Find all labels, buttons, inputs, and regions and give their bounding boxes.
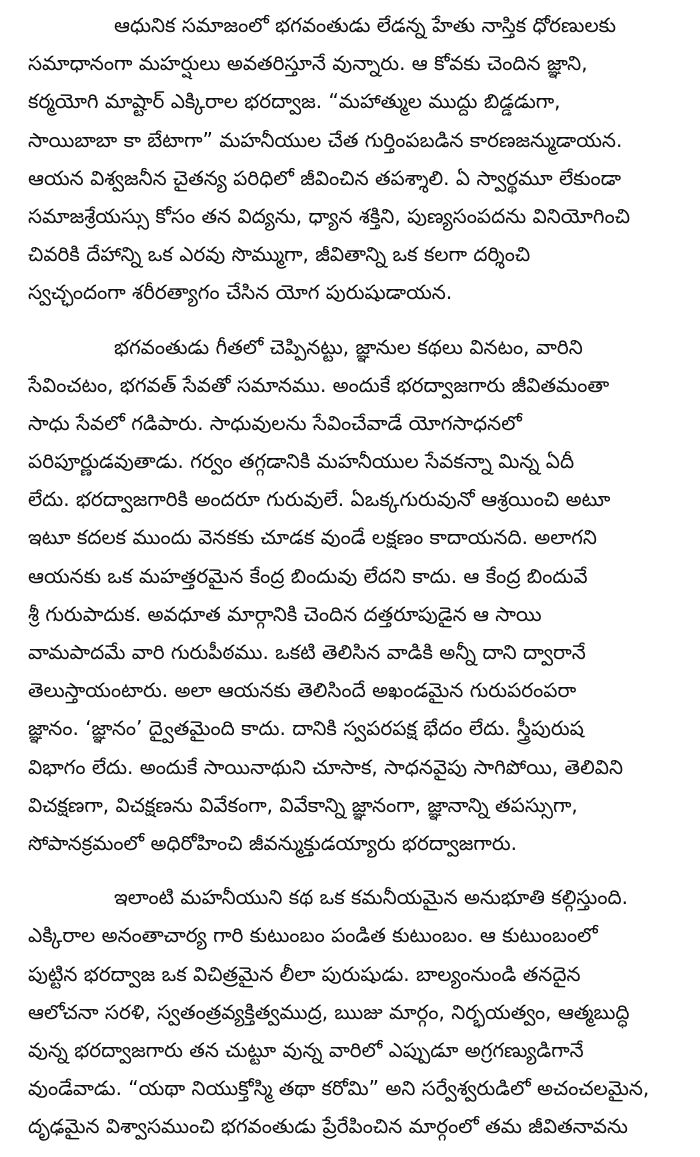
text-line: వుండేవాడు. “యథా నియుక్తోస్మి తథా కరోమి” అని సర్వేశ్వరుడిలో అచంచలమైన, [28,1076,650,1101]
paragraph-spacer [28,862,676,878]
text-line: స్వచ్ఛందంగా శరీరత్యాగం చేసిన యోగ పురుషుడాయన. [28,280,453,305]
text-line: వున్న భరద్వాజగారు తన చుట్టూ వున్న వారిలో ఎప్పుడూ అగ్రగణ్యుడిగానే [28,1037,584,1062]
text-line: ఆలోచనా సరళి, స్వతంత్రవ్యక్తిత్వముద్ర, ఋజు మార్గం, నిర్భయత్వం, ఆత్మబుద్ధి [28,999,630,1024]
text-line: తెలుస్తాయంటారు. అలా ఆయనకు తెలిసిందే అఖండమైన గురుపరంపరా [28,678,577,703]
text-line: శ్రీ గురుపాదుక. అవధూత మార్గానికి చెందిన దత్తరూపుడైన ఆ సాయి [28,601,542,626]
paragraph-2 [28,328,676,863]
text-line: ఆధునిక సమాజంలో భగవంతుడు లేడన్న హేతు నాస్తిక ధోరణులకు [114,13,617,37]
text-line: సాయిబాబా కా బేటాగా” మహనీయుల చేత గుర్తింపబడిన కారణజన్ముడాయన. [28,127,623,152]
document-page [28,0,676,1157]
text-line: ఇటూ కదలక ముందు వెనకకు చూడక వుండే లక్షణం కాదాయనది. అలాగని [28,525,597,550]
text-line: ఎక్కిరాల అనంతాచార్య గారి కుటుంబం పండిత కుటుంబం. ఆ కుటుంబంలో [28,923,598,948]
paragraph-3 [28,878,676,1145]
text-line: విభాగం లేదు. అందుకే సాయినాథుని చూసాక, సాధనవైపు సాగిపోయి, తెలివిని [28,754,624,779]
text-line: ఆయన విశ్వజనీన చైతన్య పరిధిలో జీవించిన తపశ్శాలి. ఏ స్వార్థమూ లేకుండా [28,165,622,190]
text-line: చివరికి దేహాన్ని ఒక ఎరవు సొమ్ముగా, జీవితాన్ని ఒక కలగా దర్శించి [28,242,531,267]
text-line: వామపాదమే వారి గురుపీఠము. ఒకటి తెలిసిన వాడికి అన్నీ దాని ద్వారానే [28,640,586,664]
text-line: సోపానక్రమంలో అధిరోహించి జీవన్ముక్తుడయ్యారు భరద్వాజగారు. [28,830,517,855]
text-line: కర్మయోగి మాష్టార్ ఎక్కిరాల భరద్వాజ. “మహాత్ముల ముద్దు బిడ్డడుగా, [28,89,561,114]
text-line: సమాజశ్రేయస్సు కోసం తన విద్యను, ధ్యాన శక్తిని, పుణ్యసంపదను వినియోగించి [28,203,631,228]
text-line: సేవించటం, భగవత్ సేవతో సమానము. అందుకే భరద్వాజగారు జీవితమంతా [28,372,610,397]
text-line: సాధు సేవలో గడిపారు. సాధువులను సేవించేవాడే యోగసాధనలో [28,410,522,435]
text-line: పరిపూర్ణుడవుతాడు. గర్వం తగ్గడానికి మహనీయుల సేవకన్నా మిన్న ఏదీ [28,449,575,474]
text-line: లేదు. భరద్వాజగారికి అందరూ గురువులే. ఏఒక్కగురువునో ఆశ్రయించి అటూ [28,487,611,512]
text-line: ఇలాంటి మహనీయుని కథ ఒక కమనీయమైన అనుభూతి కల్గిస్తుంది. [114,885,628,910]
text-line: పుట్టిన భరద్వాజ ఒక విచిత్రమైన లీలా పురుషుడు. బాల్యంనుండి తనదైన [28,961,581,986]
text-line: దృఢమైన విశ్వాసముంచి భగవంతుడు ప్రేరేపించిన మార్గంలో తమ జీవితనావను [28,1114,628,1139]
paragraph-1 [28,0,676,312]
text-line: సమాధానంగా మహర్షులు అవతరిస్తూనే వున్నారు. ఆ కోవకు చెందిన జ్ఞాని, [28,51,588,76]
paragraph-spacer [28,312,676,328]
text-line: జ్ఞానం. ‘జ్ఞానం’ ద్వైతమైంది కాదు. దానికి స్వపరపక్ష భేదం లేదు. స్త్రీపురుష [28,716,584,741]
text-line: ఆయనకు ఒక మహత్తరమైన కేంద్ర బిందువు లేదని కాదు. ఆ కేంద్ర బిందువే [28,563,588,588]
text-line: భగవంతుడు గీతలో చెప్పినట్టు, జ్ఞానుల కథలు వినటం, వారిని [114,334,583,359]
text-line: విచక్షణగా, విచక్షణను వివేకంగా, వివేకాన్ని జ్ఞానంగా, జ్ఞానాన్ని తపస్సుగా, [28,792,578,817]
